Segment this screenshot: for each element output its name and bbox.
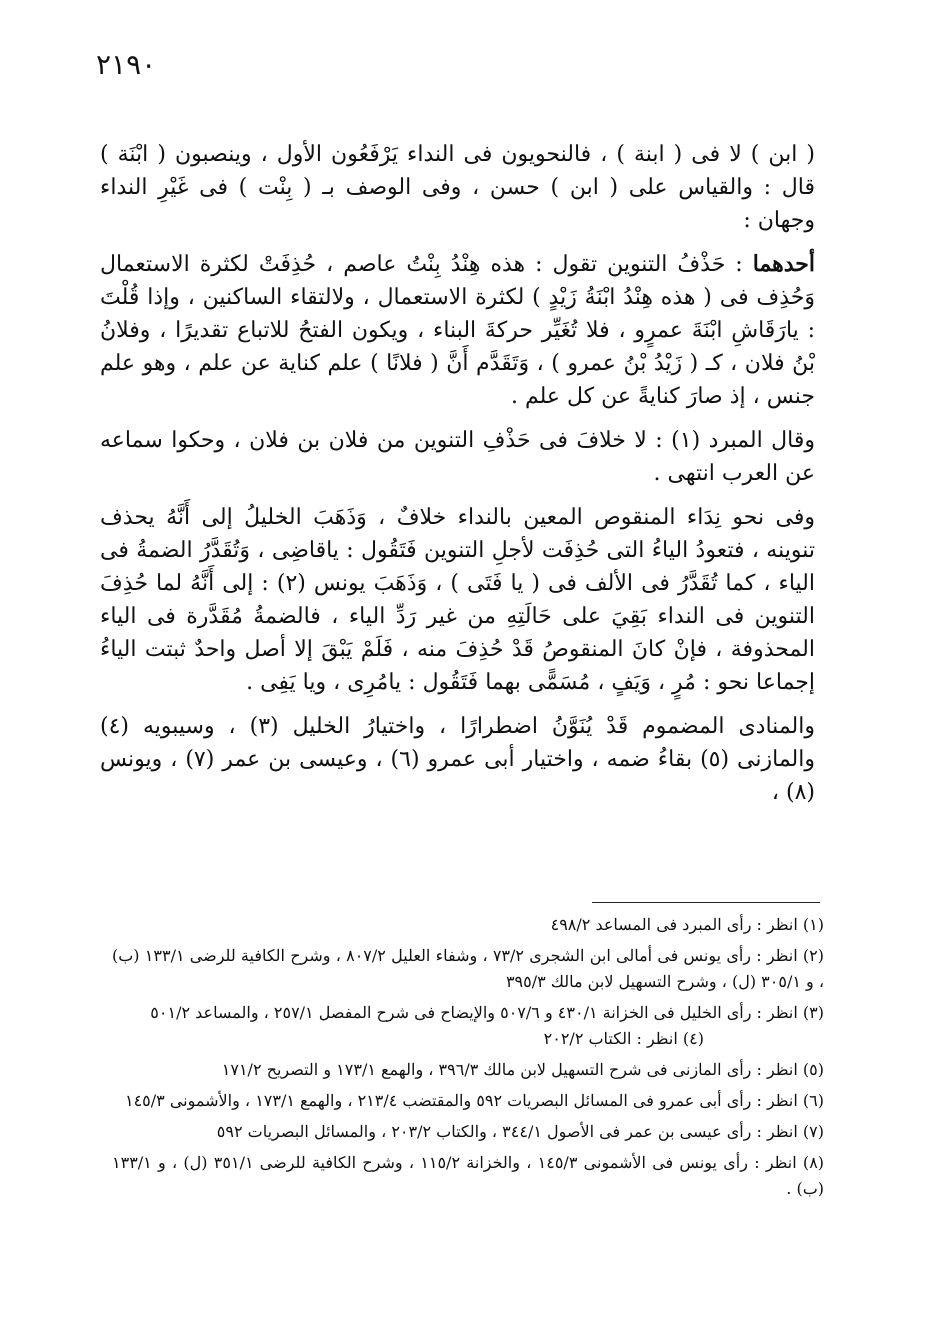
footnote xyxy=(112,943,824,995)
paragraph-text: ( ابن ) لا فى ( ابنة ) ، فالنحويون فى النداء يَرْفَعُون الأول ، وينصبون ( ابْنَة ) قال : والقياس على ( ابن ) حسن ، وفى الوصف بـ ( بِنْت ) فى غَيْرِ النداء وجهان : xyxy=(100,142,815,233)
paragraph-text: وفى نحو نِدَاء المنقوص المعين بالنداء خلافٌ ، وَذَهَبَ الخليلُ إلى أَنَّهُ يحذف تنوينه ، فتعودُ الياءُ التى حُذِفَت لأجلِ التنوين فَتَقُول : ياقاضِى ، وَتُقَدَّرُ الضمةُ فى الياء ، كما تُقَدَّرُ فى الألف فى ( يا فَتَى ) ، وَذَهَبَ يونس (٢) : إلى أَنَّهُ لما حُذِفَ التنوين فى النداء بَقِيَ على حَالَتِهِ من غير رَدِّ الياء ، فالضمةُ مُقَدَّرة فى الياء المحذوفة ، فإنْ كانَ المنقوصُ قَدْ حُذِفَ منه ، فَلَمْ يَبْقَ إلا أصل واحدٌ ثبتت الياءُ إجماعا نحو : مُرٍ ، وَيَفٍ ، مُسَمًّى بهما فَتَقُول : يامُرِى ، ويا يَفِى . xyxy=(100,505,815,695)
footnote xyxy=(112,1000,824,1052)
paragraph xyxy=(100,710,815,809)
footnote-text: (٧) انظر : رأى عيسى بن عمر فى الأصول ٣٤٤/١ ، والكتاب ٢٠٣/٢ ، والمسائل البصريات ٥٩٢ xyxy=(216,1122,824,1141)
footnote-text: (٢) انظر : رأى يونس فى أمالى ابن الشجرى ٧٣/٢ ، وشفاء العليل ٨٠٧/٢ ، وشرح الكافية للرضى ١٣٣/١ (ب) ، و ٣٠٥/١ (ل) ، وشرح التسهيل لابن مالك ٣٩٥/٣ xyxy=(112,946,825,991)
footnote-text: (٨) انظر : رأى يونس فى الأشمونى ١٤٥/٣ ، والخزانة ١١٥/٢ ، وشرح الكافية للرضى ٣٥١/١ (ل) ، و ١٣٣/١ (ب) . xyxy=(112,1153,825,1198)
footnote-text: (١) انظر : رأى المبرد فى المساعد ٤٩٨/٢ xyxy=(550,915,824,934)
paragraph-text: وقال المبرد (١) : لا خلافَ فى حَذْفِ التنوين من فلان بن فلان ، وحكوا سماعه عن العرب انتهى . xyxy=(100,428,815,486)
paragraph xyxy=(100,501,815,699)
footnote xyxy=(112,912,824,938)
footnote xyxy=(112,1150,824,1202)
footnote xyxy=(112,1088,824,1114)
paragraph-text: والمنادى المضموم قَدْ يُنَوَّنُ اضطرارًا ، واختيارُ الخليل (٣) ، وسيبويه (٤) والمازنى (٥) بقاءُ ضمه ، واختيار أبى عمرو (٦) ، وعيسى بن عمر (٧) ، ويونس (٨) ، xyxy=(100,714,815,805)
footnote-text: (٥) انظر : رأى المازنى فى شرح التسهيل لابن مالك ٣٩٦/٣ ، والهمع ١٧٣/١ و التصريح ١٧١/٢ xyxy=(221,1060,824,1079)
footnote-text: (٤) انظر : الكتاب ٢٠٢/٢ xyxy=(543,1029,704,1048)
main-text xyxy=(100,138,815,820)
paragraph-text: : حَذْفُ التنوين تقول : هذه هِنْدُ بِنْتُ عاصم ، حُذِفَتْ لكثرة الاستعمال وَحُذِف فى ( هذه هِنْدُ ابْنَةُ زَيْدٍ ) لكثرة الاستعمال ، ولالتقاء الساكنين ، وإذا قُلْتَ : يارَقَاشِ ابْنَةَ عمرٍو ، فلا تُغَيِّر حركةَ البناء ، ويكون الفتحُ للاتباع تقديرًا ، وفلانُ بْنُ فلان ، كـ ( زَيْدُ بْنُ عمرو ) ، وَتَقَدَّم أَنَّ ( فلانًا ) علم كناية عن علم ، وهو علم جنس ، إذ صارَ كنايةً عن كل علم . xyxy=(100,252,815,409)
paragraph xyxy=(100,424,815,490)
paragraph xyxy=(100,248,815,413)
page-number: ٢١٩٠ xyxy=(96,48,157,81)
paragraph xyxy=(100,138,815,237)
footnote-text: (٣) انظر : رأى الخليل فى الخزانة ٤٣٠/١ و ٥٠٧/٦ والإيضاح فى شرح المفصل ٢٥٧/١ ، والمساعد ٥٠١/٢ xyxy=(150,1003,824,1022)
paragraph-lead-word: أحدهما xyxy=(752,251,815,277)
footnote xyxy=(112,1057,824,1083)
footnote xyxy=(112,1119,824,1145)
footnotes xyxy=(112,912,824,1207)
footnote-divider xyxy=(592,902,820,903)
footnote-text: (٦) انظر : رأى أبى عمرو فى المسائل البصريات ٥٩٢ والمقتضب ٢١٣/٤ ، والهمع ١٧٣/١ ، والأشمونى ١٤٥/٣ xyxy=(124,1091,824,1110)
